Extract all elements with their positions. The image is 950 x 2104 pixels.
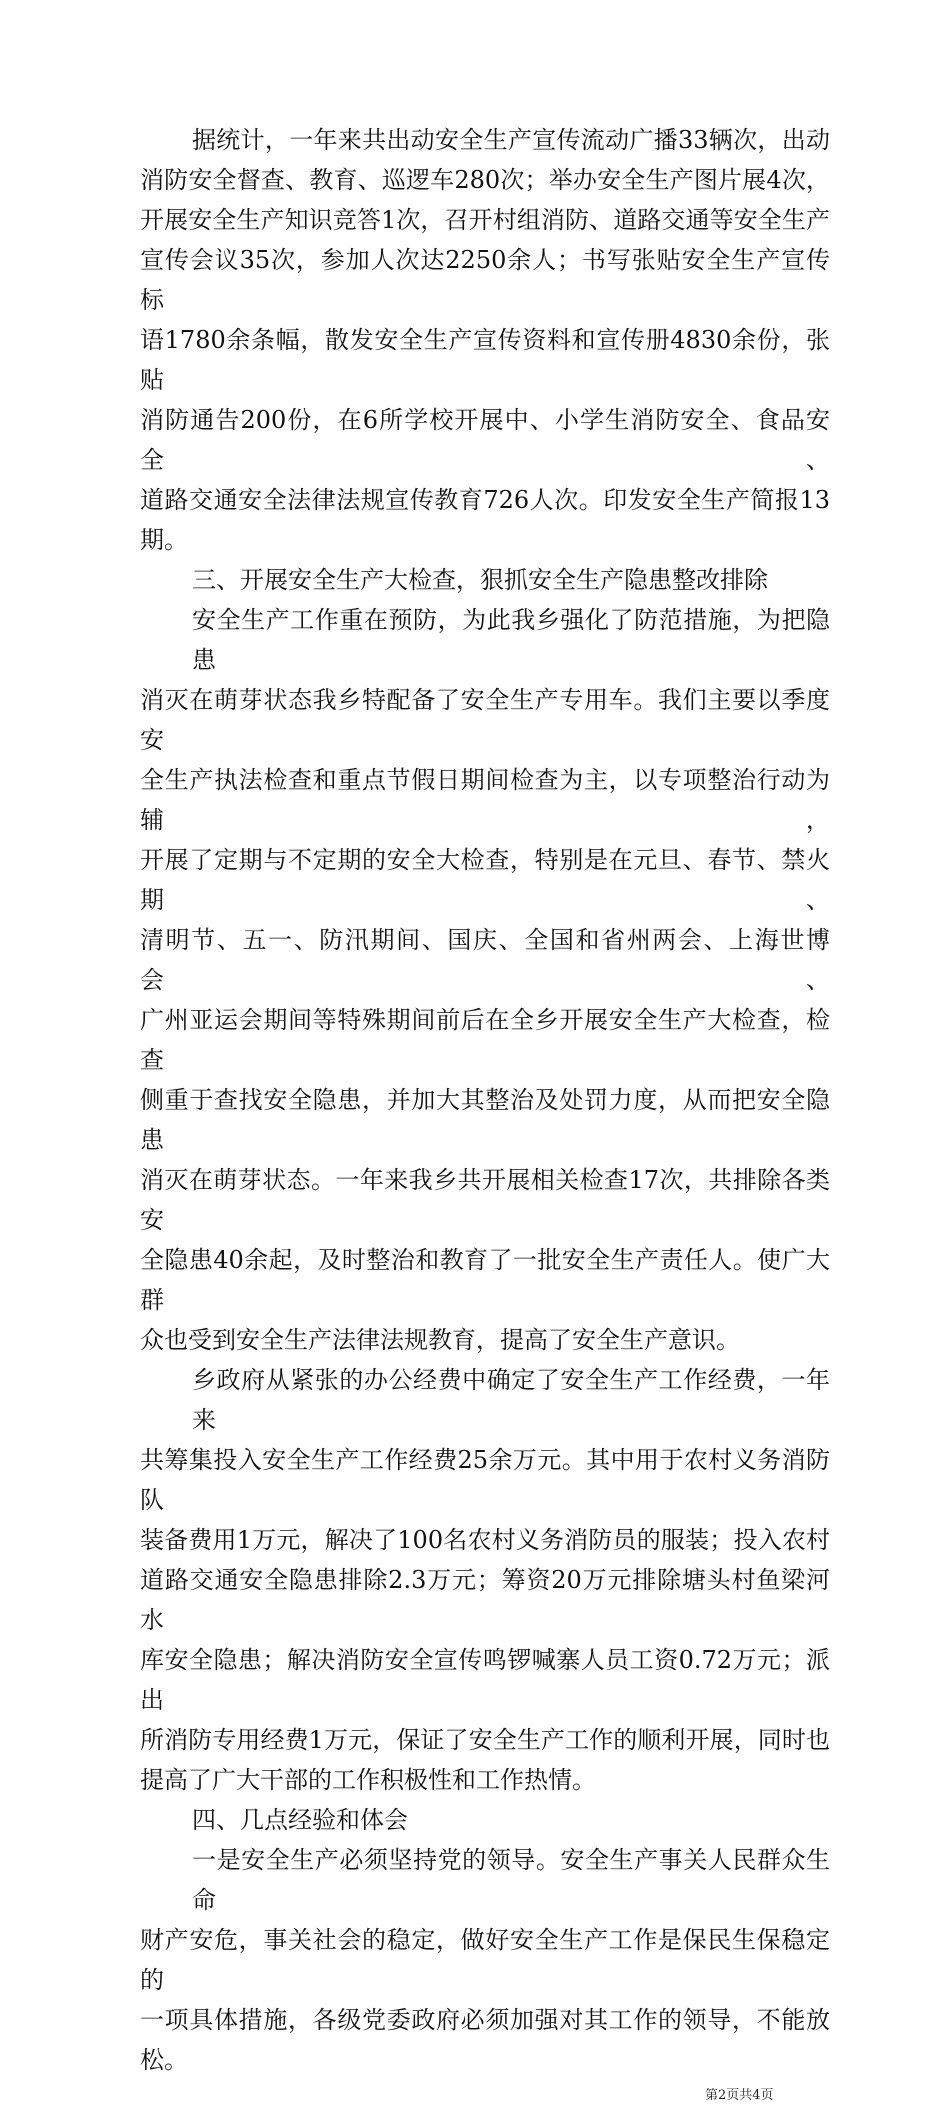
text-line: 道路交通安全隐患排除2.3万元；筹资20万元排除塘头村鱼梁河水 — [140, 1566, 830, 1634]
document-body — [140, 120, 830, 2080]
text-line: 侧重于查找安全隐患，并加大其整治及处罚力度，从而把安全隐患 — [140, 1086, 830, 1154]
text-line: 消灭在萌芽状态我乡特配备了安全生产专用车。我们主要以季度安 — [140, 686, 830, 754]
text-line: 道路交通安全法律法规宣传教育726人次。印发安全生产简报13期。 — [140, 486, 830, 554]
text-line: 开展了定期与不定期的安全大检查，特别是在元旦、春节、禁火期、 — [140, 846, 830, 914]
paragraph — [140, 600, 830, 1360]
text-line: 众也受到安全生产法律法规教育，提高了安全生产意识。 — [140, 1326, 740, 1354]
text-line: 一是安全生产必须坚持党的领导。安全生产事关人民群众生命 — [192, 1846, 830, 1914]
text-line: 库安全隐患；解决消防安全宣传鸣锣喊寨人员工资0.72万元；派出 — [140, 1646, 830, 1714]
text-line: 提高了广大干部的工作积极性和工作热情。 — [140, 1766, 596, 1794]
text-line: 据统计，一年来共出动安全生产宣传流动广播33辆次，出动 — [192, 126, 830, 154]
page-number: 第2页共4页 — [705, 2088, 774, 2103]
text-line: 所消防专用经费1万元，保证了安全生产工作的顺利开展，同时也 — [140, 1726, 830, 1754]
text-line: 宣传会议35次，参加人次达2250余人；书写张贴安全生产宣传标 — [140, 246, 830, 314]
text-line: 全生产执法检查和重点节假日期间检查为主，以专项整治行动为辅， — [140, 766, 830, 834]
text-line: 全隐患40余起，及时整治和教育了一批安全生产责任人。使广大群 — [140, 1246, 830, 1314]
text-line: 共筹集投入安全生产工作经费25余万元。其中用于农村义务消防队 — [140, 1446, 830, 1514]
paragraph — [140, 120, 830, 560]
text-line: 消防安全督查、教育、巡逻车280次；举办安全生产图片展4次， — [140, 166, 830, 194]
section-heading — [140, 560, 830, 600]
text-line: 广州亚运会期间等特殊期间前后在全乡开展安全生产大检查，检查 — [140, 1006, 830, 1074]
text-line: 安全生产工作重在预防，为此我乡强化了防范措施，为把隐患 — [192, 606, 830, 674]
paragraph — [140, 1840, 830, 2080]
text-line: 消灭在萌芽状态。一年来我乡共开展相关检查17次，共排除各类安 — [140, 1166, 830, 1234]
text-line: 乡政府从紧张的办公经费中确定了安全生产工作经费，一年来 — [192, 1366, 830, 1434]
text-line: 三、开展安全生产大检查，狠抓安全生产隐患整改排除 — [192, 566, 768, 594]
text-line: 清明节、五一、防汛期间、国庆、全国和省州两会、上海世博会、 — [140, 926, 830, 994]
text-line: 开展安全生产知识竞答1次，召开村组消防、道路交通等安全生产 — [140, 206, 830, 234]
text-line: 四、几点经验和体会 — [192, 1806, 408, 1834]
paragraph — [140, 1360, 830, 1800]
text-line: 一项具体措施，各级党委政府必须加强对其工作的领导，不能放松。 — [140, 2006, 830, 2074]
text-line: 财产安危，事关社会的稳定，做好安全生产工作是保民生保稳定的 — [140, 1926, 830, 1994]
text-line: 语1780余条幅，散发安全生产宣传资料和宣传册4830余份，张贴 — [140, 326, 830, 394]
section-heading — [140, 1800, 830, 1840]
text-line: 装备费用1万元，解决了100名农村义务消防员的服装；投入农村 — [140, 1526, 830, 1554]
text-line: 消防通告200份，在6所学校开展中、小学生消防安全、食品安全、 — [140, 406, 830, 474]
